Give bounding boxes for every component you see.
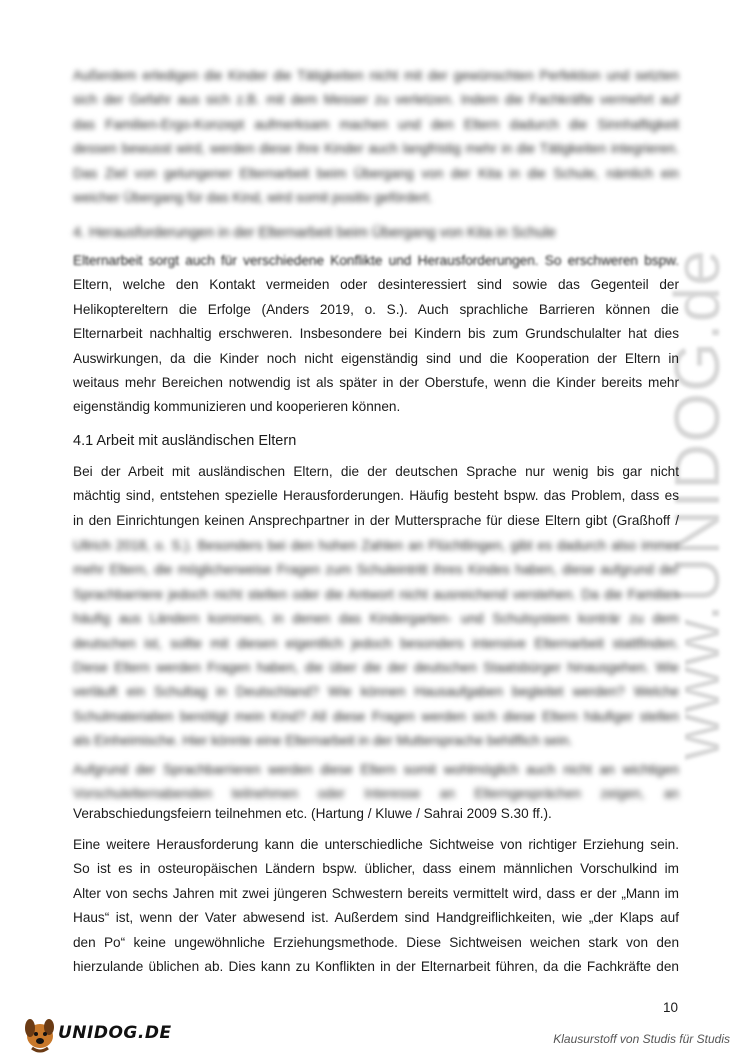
logo-wordmark: UNIDOG.DE: [58, 1023, 172, 1043]
text-line: mächtig sind, entstehen spezielle Herausforderungen. Häufig besteht bspw. das Problem, dass es: [73, 488, 679, 504]
paragraph-elternarbeit: [73, 249, 679, 420]
text-line: sich der Gefahr aus sich z.B. mit dem Messer zu verletzen. Indem die Fachkräfte vermehrt auf: [73, 92, 679, 108]
text-line: Elternarbeit sorgt auch für verschiedene Konflikte und Herausforderungen. So erschweren bspw.: [73, 253, 679, 268]
text-line: Eine weitere Herausforderung kann die unterschiedliche Sichtweise von richtiger Erziehung sein.: [73, 837, 679, 852]
text-line: Das Ziel von gelungener Elternarbeit beim Übergang von der Kita in die Schule, nämlich ein: [73, 165, 679, 181]
text-line: hierzulande üblichen ab. Dies kann zu Konflikten in der Elternarbeit führen, da die Fachkräfte den: [73, 959, 679, 975]
text-line: Vorschulelternabenden teilnehmen oder Interesse an Elterngesprächen zeigen, an: [73, 786, 679, 802]
blurred-paragraph-sprachbarrieren: [73, 758, 679, 807]
text-line: weitaus mehr Bereichen notwendig ist als später in der Oberstufe, wenn die Kinder bereits mehr: [73, 375, 679, 391]
text-line: mehr Eltern, die möglicherweise Fragen zum Schuleintritt ihres Kindes haben, diese aufgrund der: [73, 562, 679, 578]
text-line: häufig aus Ländern kommen, in denen das Kindergarten- und Schulsystem konträr zu dem: [73, 611, 679, 627]
text-line: Alter von sechs Jahren mit zwei jüngeren Schwestern bereits vermittelt wird, dass er der „Mann im: [73, 885, 679, 901]
blurred-paragraph-middle: [73, 534, 679, 754]
text-line: Eltern, welche den Kontakt vermeiden oder desinteressiert sind sowie das Gegenteil der: [73, 277, 679, 293]
text-line: das Familien-Ergo-Konzept aufmerksam machen und den Eltern dadurch die Sinnhaftigkeit: [73, 116, 679, 132]
footer-tagline: Klausurstoff von Studis für Studis: [553, 1032, 730, 1046]
text-line: weicher Übergang für das Kind, wird somit positiv gefördert.: [73, 190, 433, 206]
blurred-section-heading: 4. Herausforderungen in der Elternarbeit beim Übergang von Kita in Schule: [73, 225, 556, 241]
text-line: Sprachbarriere jedoch nicht stellen oder die Antwort nicht ausreichend verstehen. Da die Familien: [73, 586, 679, 602]
text-line: verläuft ein Schultag in Deutschland? Wie können Hausaufgaben begleitet werden? Welche: [73, 684, 679, 700]
text-line: Außerdem erledigen die Kinder die Tätigkeiten nicht mit der gewünschten Perfektion und setzten: [73, 68, 679, 83]
paragraph-auslaendische-eltern: [73, 460, 679, 533]
text-line: Aufgrund der Sprachbarrieren werden diese Eltern somit wohlmöglich auch nicht an wichtigen: [73, 762, 679, 777]
text-line: Ullrich 2018, o. S.). Besonders bei den hohen Zahlen an Flüchtlingen, gibt es dadurch also immer: [73, 538, 679, 553]
text-line: eigenständig kommunizieren und kooperieren können.: [73, 399, 401, 415]
text-line: Helikoptereltern die Erfolge (Anders 2019, o. S.). Auch sprachliche Barrieren können die: [73, 301, 679, 317]
text-line: Diese Eltern werden Fragen haben, die über die der deutschen Staatsbürger hinausgehen. Wie: [73, 660, 679, 676]
text-line: deutschen ist, sollte mit diesen eigentlich jedoch besonders intensive Elternarbeit stattfinden.: [73, 635, 679, 651]
text-line: Elternarbeit nachhaltig erschweren. Insbesondere bei Kindern bis zum Grundschulalter hat dies: [73, 326, 679, 342]
text-line: als Einheimische. Hier könnte eine Elternarbeit in der Muttersprache behilflich sein.: [73, 733, 573, 749]
text-line: in den Einrichtungen keinen Ansprechpartner in der Muttersprache für diese Eltern gibt (Graßhoff /: [73, 512, 679, 528]
text-line: dessen bewusst wird, werden diese ihre Kinder auch langfristig mehr in die Tätigkeiten integrieren.: [73, 141, 679, 157]
blurred-paragraph-top: [73, 64, 679, 210]
page-number: 10: [662, 1000, 678, 1015]
text-line: So ist es in osteuropäischen Ländern bspw. üblicher, dass einem männlichen Vorschulkind im: [73, 861, 679, 877]
text-line: den Po“ keine ungewöhnliche Erziehungsmethode. Diese Sichtweisen weichen stark von den: [73, 934, 679, 950]
paragraph-verabschiedung: [73, 802, 679, 826]
text-line: Haus“ ist, wenn der Vater abwesend ist. Außerdem sind Handgreiflichkeiten, wie „der Klaps auf: [73, 910, 679, 926]
watermark: www.UNIDOG.de: [661, 249, 733, 760]
text-line: Bei der Arbeit mit ausländischen Eltern, die der deutschen Sprache nur wenig bis gar nicht: [73, 464, 679, 479]
text-line: Schulmaterialien benötigt mein Kind? All diese Fragen werden sich diese Eltern häufiger stellen: [73, 708, 679, 724]
text-line: Verabschiedungsfeiern teilnehmen etc. (Hartung / Kluwe / Sahrai 2009 S.30 ff.).: [73, 806, 552, 821]
text-line: Auswirkungen, da die Kinder noch nicht eigenständig sind und die Kooperation der Eltern in: [73, 350, 679, 366]
paragraph-sichtweise: [73, 833, 679, 979]
section-heading-4-1: 4.1 Arbeit mit ausländischen Eltern: [73, 433, 297, 449]
